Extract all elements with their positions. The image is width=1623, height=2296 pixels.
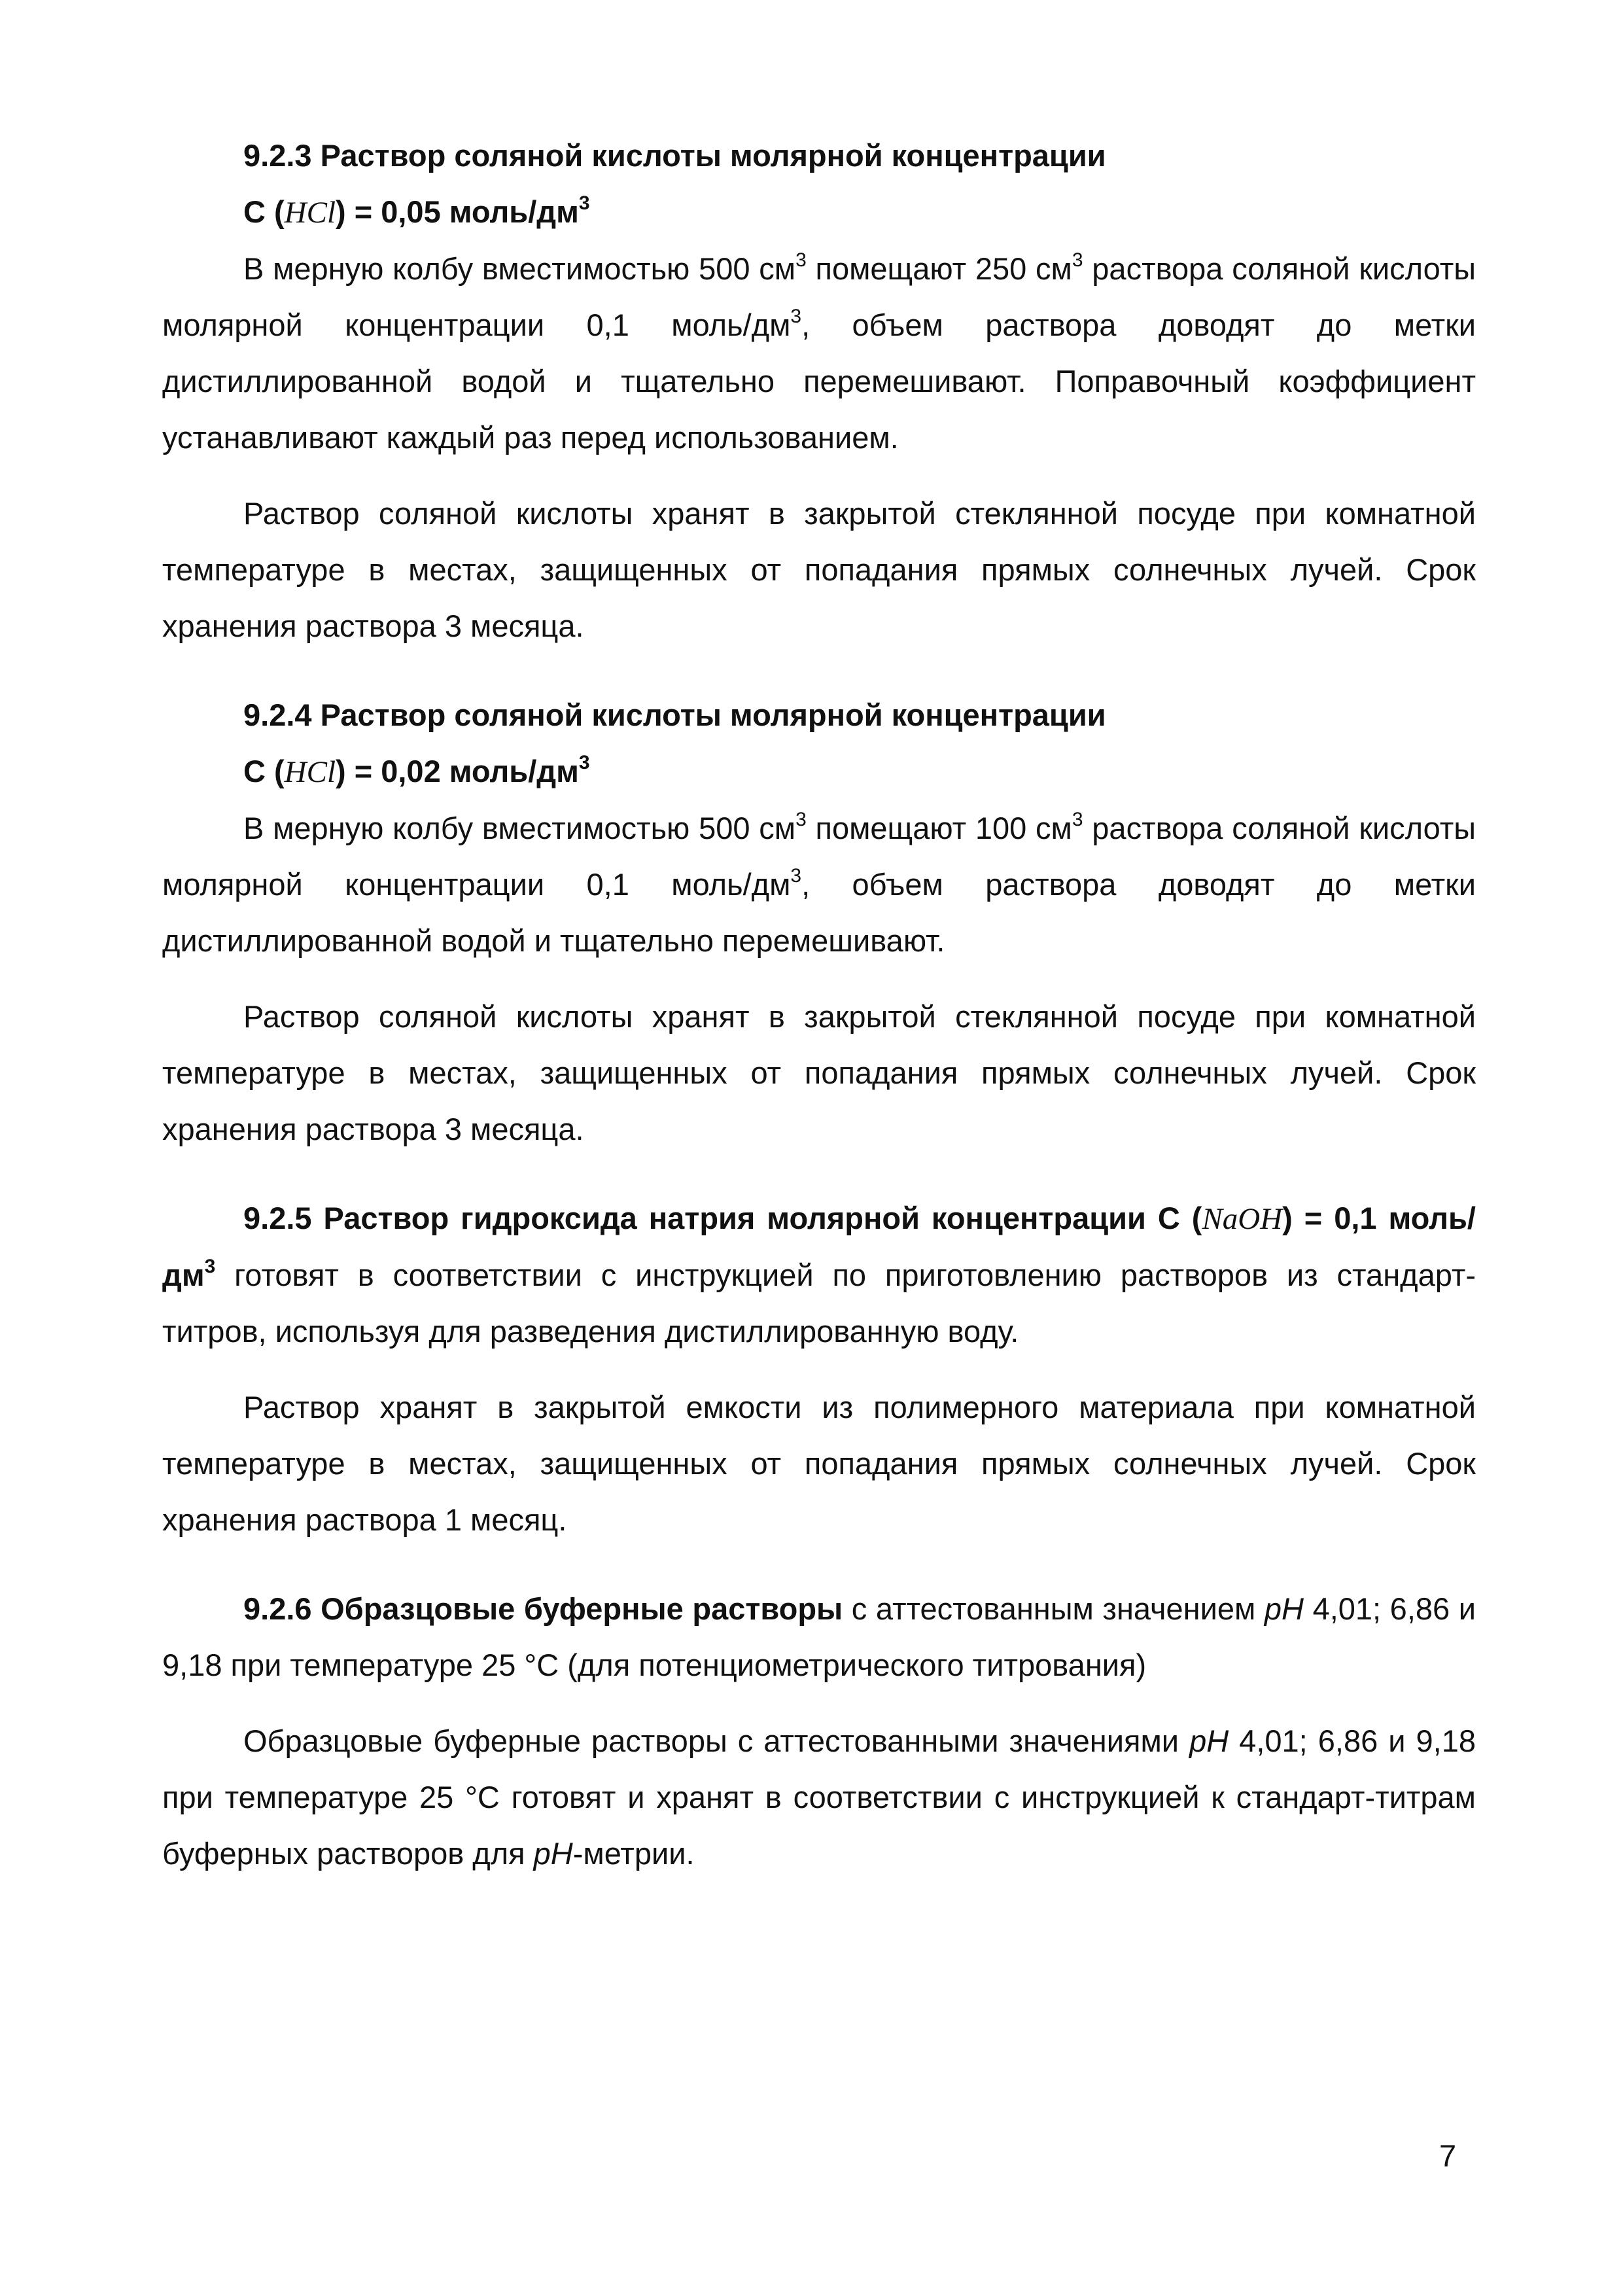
superscript: 3	[1072, 249, 1083, 271]
superscript: 3	[790, 306, 802, 327]
superscript: 3	[1072, 809, 1083, 830]
page-content	[162, 128, 1476, 1882]
paragraph	[162, 1581, 1476, 1693]
superscript: 3	[795, 249, 807, 271]
spacer	[162, 1693, 1476, 1713]
text-run: раствора соляной кислоты молярной концентрации 0,1 моль/дм	[162, 811, 1476, 902]
formula-line	[162, 743, 1476, 800]
spacer	[162, 1157, 1476, 1190]
text-run: В мерную колбу вместимостью 500 см	[243, 811, 796, 845]
spacer	[162, 969, 1476, 989]
section-heading: 9.2.6 Образцовые буферные растворы	[243, 1591, 843, 1626]
section-9-2-5	[162, 1190, 1476, 1548]
formula-symbol: HCl	[284, 196, 336, 230]
text-run: с аттестованным значением	[843, 1591, 1265, 1626]
section-heading: 9.2.4 Раствор соляной кислоты молярной концентрации	[243, 698, 1106, 732]
text-run: В мерную колбу вместимостью 500 см	[243, 251, 796, 286]
formula-superscript: 3	[578, 752, 590, 773]
ph-symbol: pH	[1189, 1723, 1229, 1758]
formula-suffix: ) = 0,1 моль/дм	[162, 1201, 1476, 1292]
formula-superscript: 3	[204, 1256, 216, 1277]
text-run: , объем раствора доводят до метки дистиллированной водой и тщательно перемешивают.	[162, 867, 1476, 958]
text-run: Образцовые буферные растворы с аттестованными значениями	[243, 1723, 1190, 1758]
paragraph: Раствор хранят в закрытой емкости из полимерного материала при комнатной температуре в местах, защищенных от попадания прямых солнечных лучей. Срок хранения раствора 1 месяц.	[162, 1390, 1476, 1537]
text-run: помещают 100 см	[806, 811, 1072, 845]
text-run: , объем раствора доводят до метки дистиллированной водой и тщательно перемешивают. Поправочный коэффициент устанавливают каждый раз перед использованием.	[162, 308, 1476, 455]
spacer	[162, 1360, 1476, 1379]
paragraph	[162, 1713, 1476, 1882]
formula-prefix: C (	[243, 194, 285, 229]
paragraph	[162, 800, 1476, 969]
section-9-2-3	[162, 128, 1476, 654]
section-heading: 9.2.3 Раствор соляной кислоты молярной концентрации	[243, 138, 1106, 173]
text-run: -метрии.	[572, 1836, 695, 1871]
superscript: 3	[795, 809, 807, 830]
spacer	[162, 1548, 1476, 1581]
text-run: помещают 250 см	[806, 251, 1072, 286]
spacer	[162, 466, 1476, 486]
text-run: готовят в соответствии с инструкцией по приготовлению растворов из стандарт-титров, используя для разведения дистиллированную воду.	[162, 1258, 1476, 1349]
text-run: раствора соляной кислоты молярной концентрации 0,1 моль/дм	[162, 251, 1476, 342]
superscript: 3	[790, 865, 802, 887]
paragraph: Раствор соляной кислоты хранят в закрытой стеклянной посуде при комнатной температуре в местах, защищенных от попадания прямых солнечных лучей. Срок хранения раствора 3 месяца.	[162, 999, 1476, 1146]
paragraph	[162, 241, 1476, 466]
page-number: 7	[1439, 2138, 1457, 2173]
section-9-2-4	[162, 687, 1476, 1157]
paragraph	[162, 1190, 1476, 1360]
section-heading: 9.2.5 Раствор гидроксида натрия молярной концентрации	[243, 1201, 1146, 1235]
ph-symbol: pH	[1264, 1591, 1304, 1626]
text-run: 4,01; 6,86 и 9,18 при температуре 25 °С (для потенциометрического титрования)	[162, 1591, 1476, 1682]
formula-symbol: HCl	[284, 755, 336, 789]
formula-superscript: 3	[578, 192, 590, 214]
spacer	[162, 654, 1476, 687]
formula-line	[162, 184, 1476, 241]
formula-suffix: ) = 0,02 моль/дм	[336, 754, 579, 788]
formula-prefix: C (	[1157, 1201, 1202, 1235]
paragraph: Раствор соляной кислоты хранят в закрытой стеклянной посуде при комнатной температуре в местах, защищенных от попадания прямых солнечных лучей. Срок хранения раствора 3 месяца.	[162, 496, 1476, 643]
formula-prefix: C (	[243, 754, 285, 788]
formula-suffix: ) = 0,05 моль/дм	[336, 194, 579, 229]
formula-symbol: NaOH	[1202, 1202, 1283, 1236]
ph-symbol: pH	[533, 1836, 573, 1871]
text-run: 4,01; 6,86 и 9,18 при температуре 25 °С готовят и хранят в соответствии с инструкцией к стандарт-титрам буферных растворов для	[162, 1723, 1476, 1871]
section-9-2-6	[162, 1581, 1476, 1882]
